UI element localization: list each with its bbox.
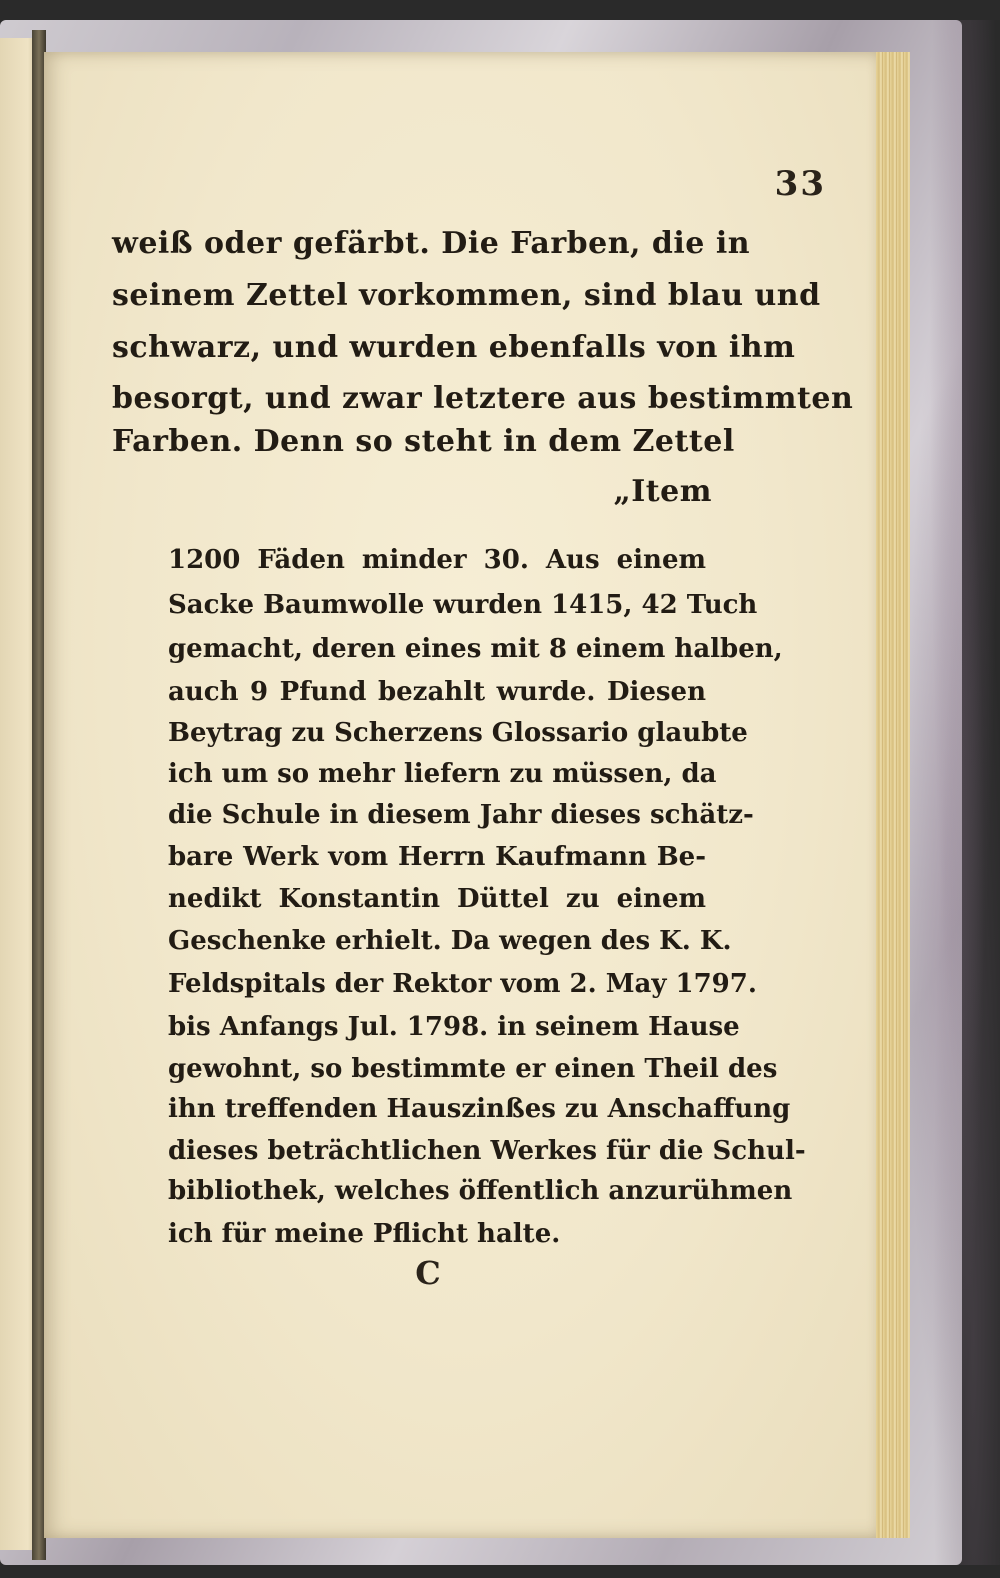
text-line: schwarz, und wurden ebenfalls von ihm	[112, 330, 796, 365]
text-line: bare Werk vom Herrn Kaufmann Be-	[168, 842, 706, 872]
page-block-edges	[876, 52, 910, 1538]
text-line: besorgt, und zwar letztere aus bestimmten	[112, 381, 854, 416]
text-line: ich für meine Pflicht halte.	[168, 1219, 561, 1249]
text-line: Sacke Baumwolle wurden 1415, 42 Tuch	[168, 590, 758, 620]
text-line: bibliothek, welches öffentlich anzurühmen	[168, 1176, 793, 1206]
text-line: seinem Zettel vorkommen, sind blau und	[112, 278, 821, 313]
page-number: 33	[774, 164, 826, 204]
text-line: die Schule in diesem Jahr dieses schätz-	[168, 800, 754, 830]
text-line: auch 9 Pfund bezahlt wurde. Diesen	[168, 677, 706, 707]
catchword: C	[415, 1254, 441, 1292]
text-line: Beytrag zu Scherzens Glossario glaubte	[168, 718, 748, 748]
marbled-cover-edge	[910, 20, 1000, 1565]
text-line: weiß oder gefärbt. Die Farben, die in	[112, 226, 751, 261]
text-line: „Item	[613, 474, 712, 509]
text-line: ich um so mehr liefern zu müssen, da	[168, 759, 717, 789]
text-line: dieses beträchtlichen Werkes für die Schul-	[168, 1136, 806, 1166]
text-line: Farben. Denn so steht in dem Zettel	[112, 424, 735, 459]
text-line: bis Anfangs Jul. 1798. in seinem Hause	[168, 1012, 740, 1042]
text-line: nedikt Konstantin Düttel zu einem	[168, 884, 706, 914]
book-page	[44, 52, 880, 1538]
text-line: Geschenke erhielt. Da wegen des K. K.	[168, 926, 732, 956]
text-line: 1200 Fäden minder 30. Aus einem	[168, 545, 706, 575]
text-line: Feldspitals der Rektor vom 2. May 1797.	[168, 969, 757, 999]
text-line: gemacht, deren eines mit 8 einem halben,	[168, 634, 783, 664]
text-line: ihn treffenden Hauszinßes zu Anschaffung	[168, 1094, 791, 1124]
text-line: gewohnt, so bestimmte er einen Theil des	[168, 1054, 778, 1084]
